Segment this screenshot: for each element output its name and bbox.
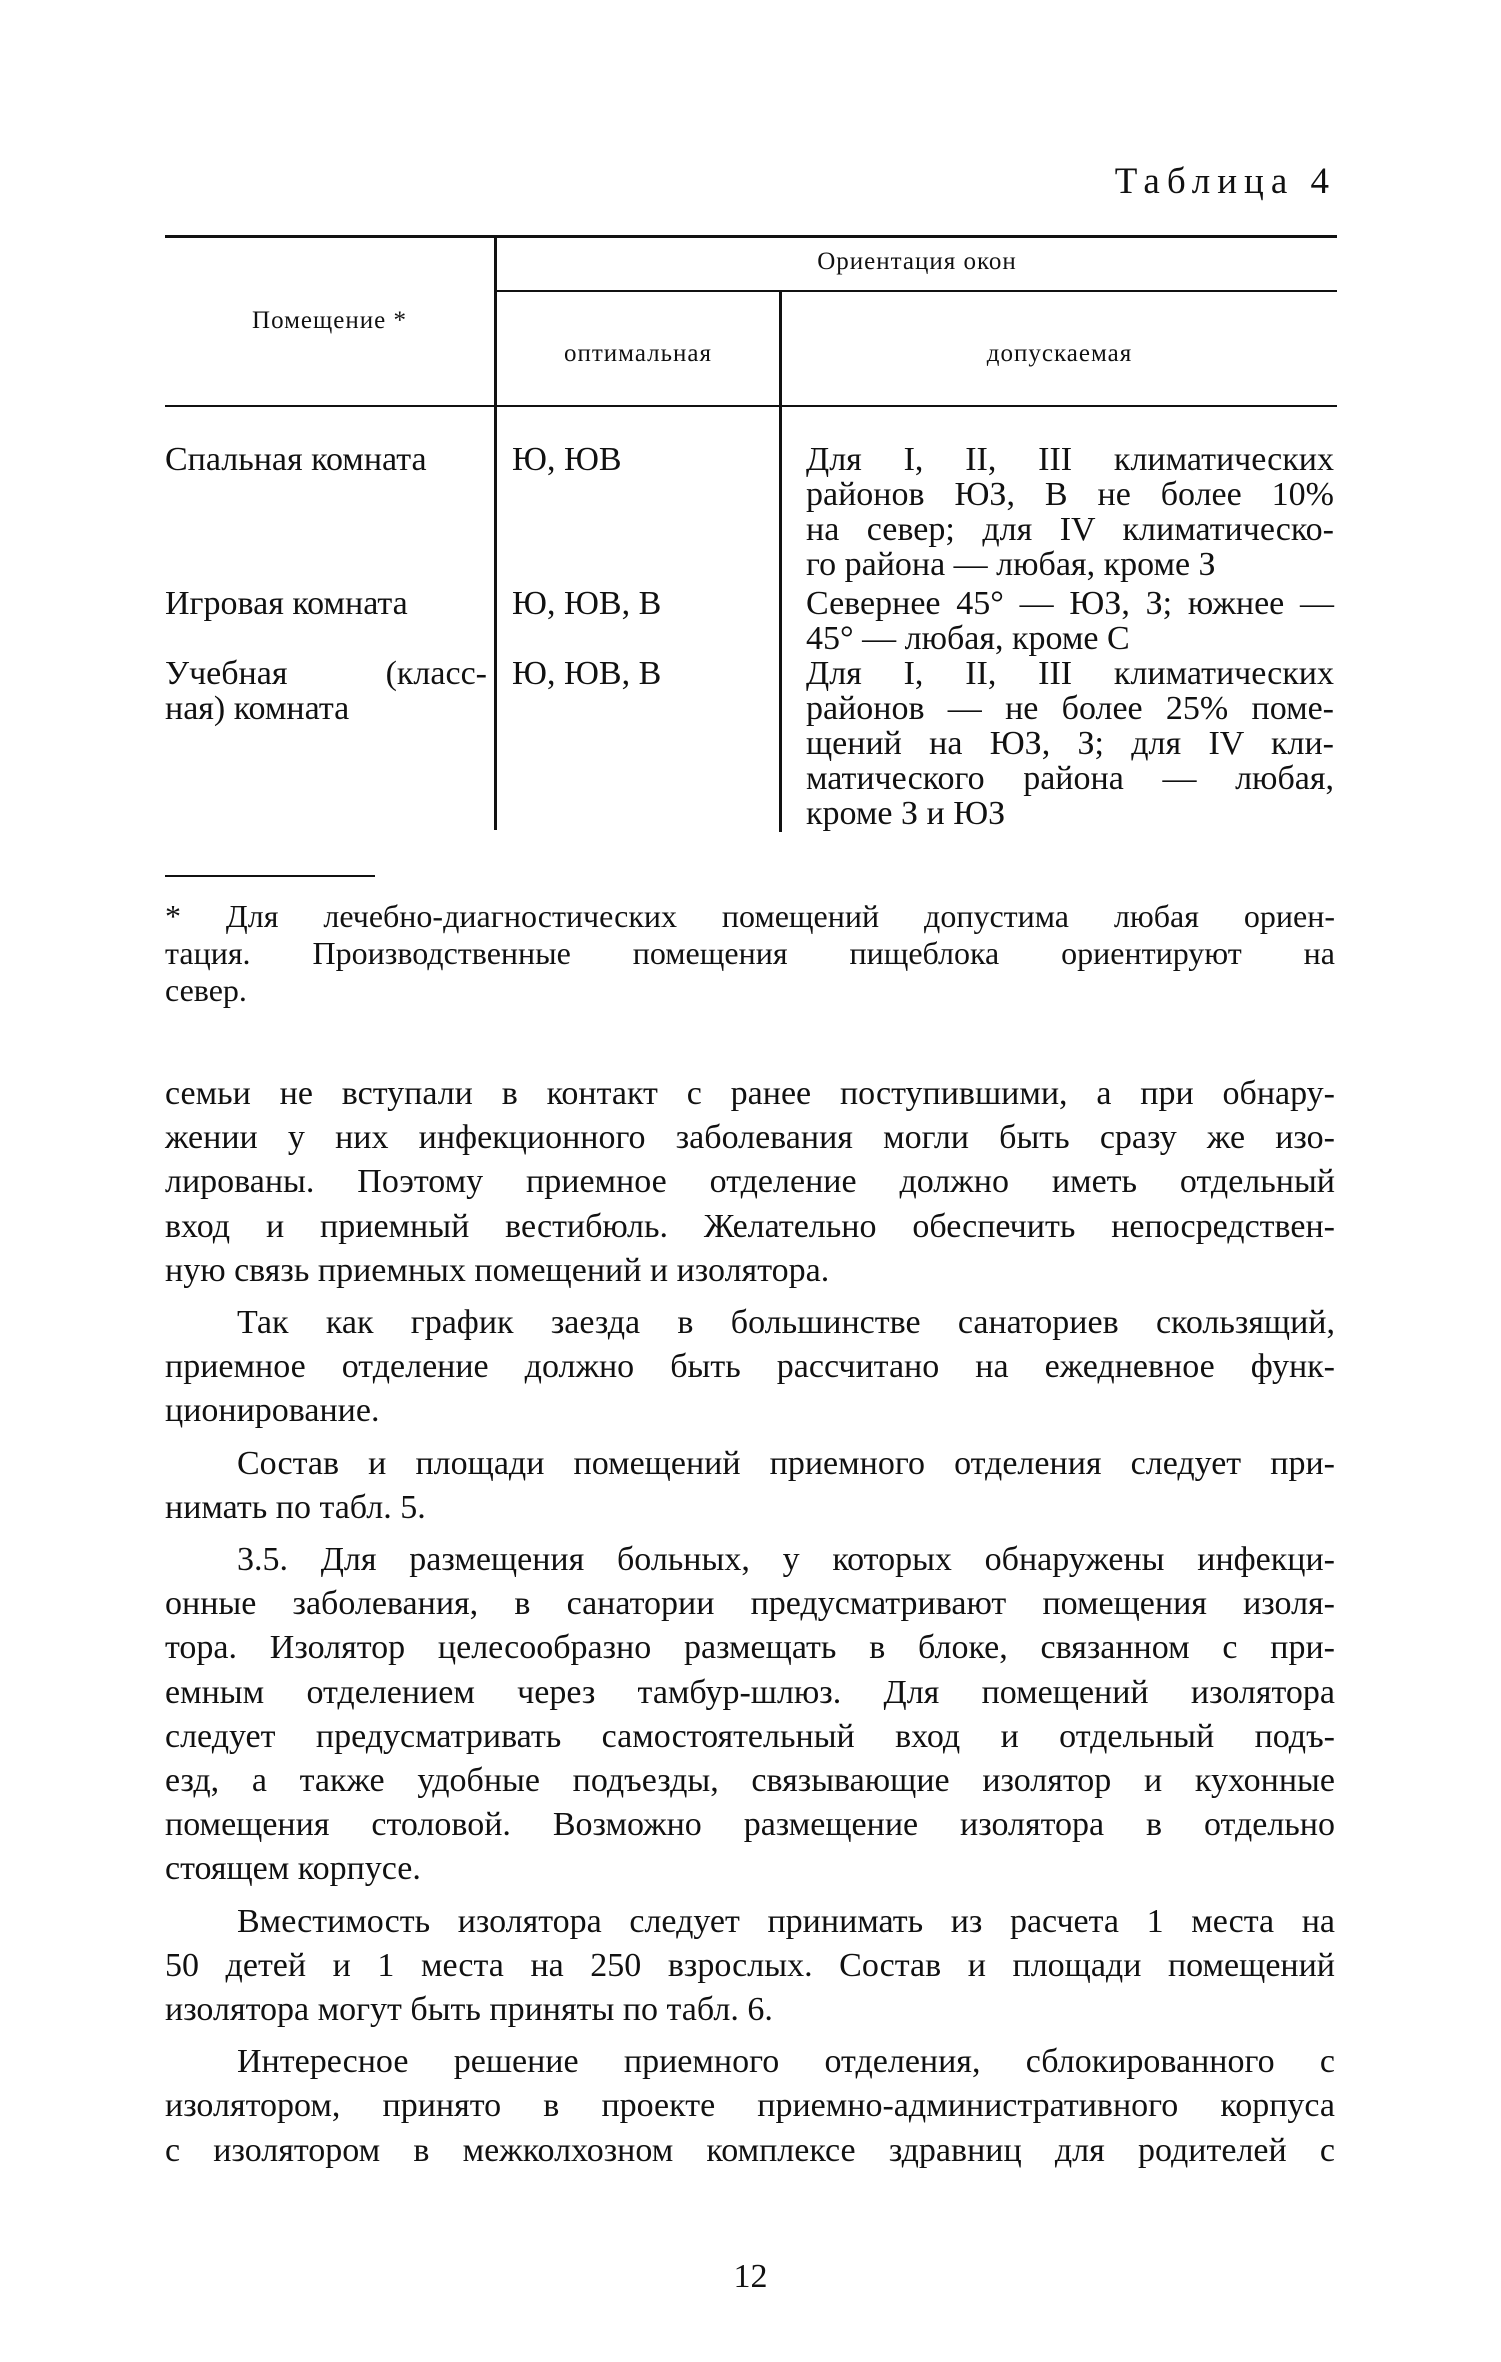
paragraph-3: Состав и площади помещений приемного отделения следует при- нимать по табл. 5.: [165, 1444, 1335, 1526]
header-room: Помещение *: [252, 307, 407, 334]
table-caption: Таблица 4: [1114, 161, 1336, 202]
header-allowed: допускаемая: [986, 340, 1133, 367]
table-vertical-rule-2: [779, 292, 782, 832]
row-3-allowed: Для I, II, III климатических районов — не более 25% поме- щений на ЮЗ, З; для IV кли- матического района — любая, кроме З и ЮЗ: [806, 655, 1334, 832]
paragraph-2: Так как график заезда в большинстве санаториев скользящий, приемное отделение должно быть рассчитано на ежедневное функ- ционирование.: [165, 1304, 1335, 1430]
page-number: 12: [733, 2258, 768, 2295]
row-2-optimal: Ю, ЮВ, В: [512, 585, 662, 622]
paragraph-4: 3.5. Для размещения больных, у которых обнаружены инфекци- онные заболевания, в санатории предусматривают помещения изоля- тора. Изолятор целесообразно размещать в блоке, связанном с при- емным отделением через тамбур-шлюз. Для помещений изолятора следует предусматривать самостоятельный вход и отдельный подъ- езд, а также удобные подъезды, связывающие изолятор и кухонные помещения столовой. Возможно размещение изолятора в отдельно стоящем корпусе.: [165, 1541, 1335, 1888]
paragraph-6: Интересное решение приемного отделения, сблокированного с изолятором, принято в проекте приемно-административного корпуса с изолятором в межколхозном комплексе здравниц для родителей с: [165, 2043, 1335, 2169]
header-optimal: оптимальная: [564, 340, 712, 367]
body-text: [165, 1072, 1335, 2173]
table-top-rule: [165, 235, 1337, 238]
header-orientation: Ориентация окон: [817, 248, 1017, 275]
footnote-rule: [165, 875, 375, 877]
table-footnote: * Для лечебно-диагностических помещений допустима любая ориен- тация. Производственные помещения пищеблока ориентируют на север.: [165, 898, 1335, 1008]
row-3-room: Учебная (класс- ная) комната: [165, 655, 487, 727]
table-vertical-rule-1: [494, 238, 497, 830]
row-2-room: Игровая комната: [165, 585, 408, 622]
row-2-allowed: Севернее 45° — ЮЗ, З; южнее — 45° — любая, кроме С: [806, 585, 1334, 657]
row-1-room: Спальная комната: [165, 441, 427, 478]
row-1-allowed: Для I, II, III климатических районов ЮЗ, В не более 10% на север; для IV климатическо- го района — любая, кроме З: [806, 441, 1334, 583]
table-header-bottom-rule: [165, 405, 1337, 407]
row-3-optimal: Ю, ЮВ, В: [512, 655, 662, 692]
orientation-underline: [497, 290, 1337, 292]
row-1-optimal: Ю, ЮВ: [512, 441, 622, 478]
paragraph-1: семьи не вступали в контакт с ранее поступившими, а при обнару- жении у них инфекционного заболевания могли быть сразу же изо- лированы. Поэтому приемное отделение должно иметь отдельный вход и приемный вестибюль. Желательно обеспечить непосредствен- ную связь приемных помещений и изолятора.: [165, 1075, 1335, 1289]
paragraph-5: Вместимость изолятора следует принимать из расчета 1 места на 50 детей и 1 места на 250 взрослых. Состав и площади помещений изолятора могут быть приняты по табл. 6.: [165, 1902, 1335, 2029]
